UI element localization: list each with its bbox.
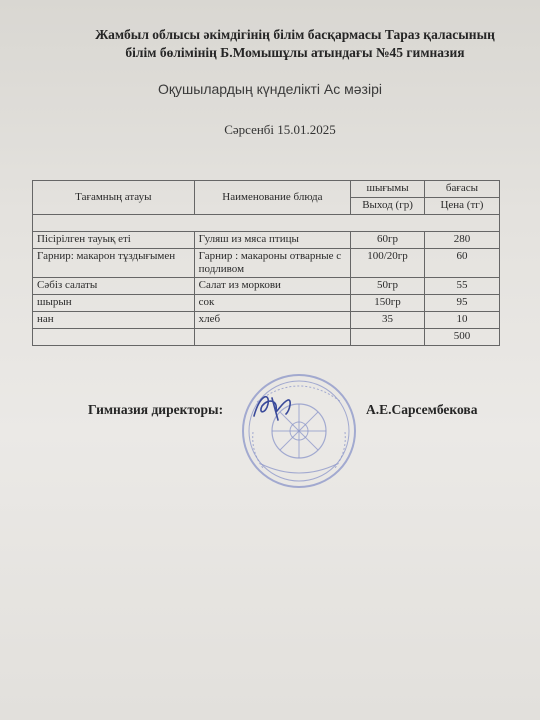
row-name-kz: нан (33, 312, 195, 329)
row-yield: 50гр (351, 278, 425, 295)
menu-title: Оқушылардың күнделікті Ас мәзірі (158, 81, 382, 97)
table-header-row (33, 181, 500, 198)
menu-date: Сәрсенбі 15.01.2025 (224, 122, 336, 137)
row-name-kz: Сәбіз салаты (33, 278, 195, 295)
table-row (33, 232, 500, 249)
row-name-ru: сок (194, 295, 351, 312)
row-name-ru: хлеб (194, 312, 351, 329)
table-row (33, 312, 500, 329)
table-row (33, 295, 500, 312)
total-price: 500 (424, 329, 499, 346)
header-yield-kz: шығымы (351, 181, 425, 198)
header-line-1: Жамбыл облысы әкімдігінің білім басқармасы Тараз қаласының (95, 27, 495, 42)
table-row (33, 249, 500, 278)
header-yield-ru: Выход (гр) (351, 198, 425, 215)
row-price: 60 (424, 249, 499, 278)
row-name-ru: Гуляш из мяса птицы (194, 232, 351, 249)
row-yield: 35 (351, 312, 425, 329)
table-total-row (33, 329, 500, 346)
document-header (60, 26, 530, 62)
row-name-kz: Пісірілген тауық еті (33, 232, 195, 249)
row-name-ru: Салат из моркови (194, 278, 351, 295)
row-price: 95 (424, 295, 499, 312)
row-price: 55 (424, 278, 499, 295)
row-name-kz: шырын (33, 295, 195, 312)
header-name-ru: Наименование блюда (194, 181, 351, 215)
row-yield: 150гр (351, 295, 425, 312)
director-name: А.Е.Сарсембекова (366, 402, 478, 417)
table-spacer-row (33, 215, 500, 232)
director-label: Гимназия директоры: (88, 402, 224, 417)
header-name-kz: Тағамның атауы (33, 181, 195, 215)
menu-table (32, 180, 500, 346)
row-name-kz: Гарнир: макарон тұздығымен (33, 249, 195, 278)
row-yield: 100/20гр (351, 249, 425, 278)
row-price: 280 (424, 232, 499, 249)
header-line-2: білім бөлімінің Б.Момышұлы атындағы №45 гимназия (125, 45, 465, 60)
header-price-ru: Цена (тг) (424, 198, 499, 215)
header-price-kz: бағасы (424, 181, 499, 198)
table-row (33, 278, 500, 295)
row-yield: 60гр (351, 232, 425, 249)
row-price: 10 (424, 312, 499, 329)
director-signature (248, 390, 308, 424)
row-name-ru: Гарнир : макароны отварные с подливом (194, 249, 351, 278)
